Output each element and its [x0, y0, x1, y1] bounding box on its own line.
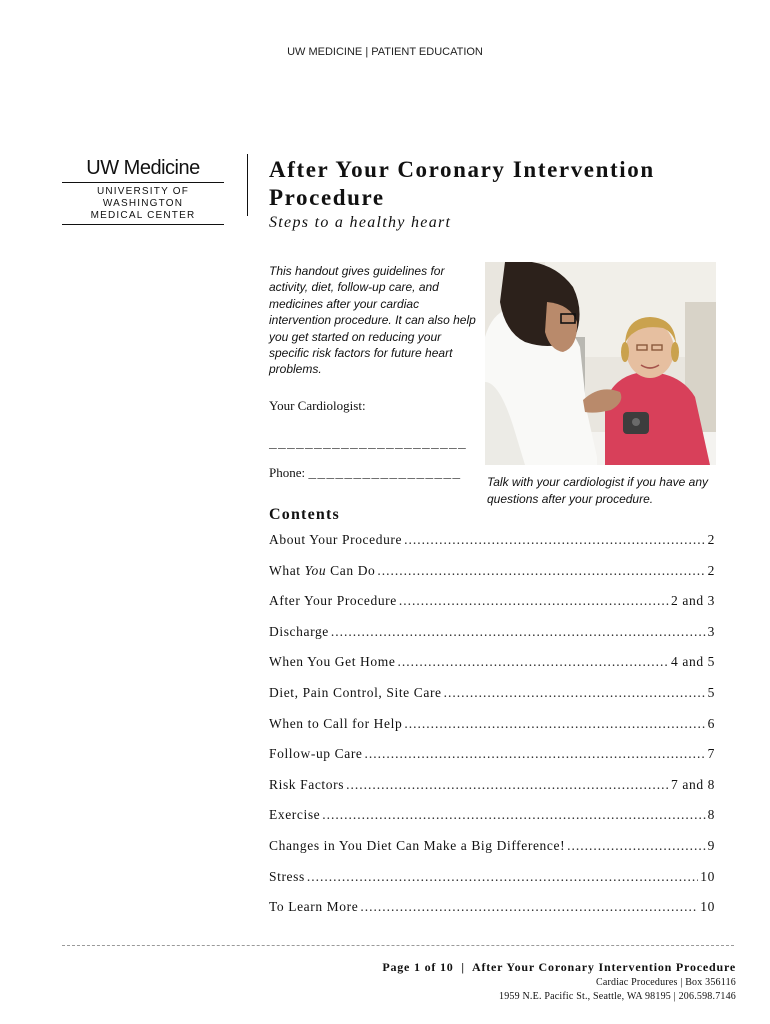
- toc-leader-dots: [567, 838, 705, 854]
- toc-item-label: Exercise: [269, 807, 321, 823]
- toc-leader-dots: [399, 593, 669, 609]
- toc-item: [269, 716, 715, 747]
- logo-line1: UNIVERSITY OF WASHINGTON: [96, 186, 190, 209]
- phone-field: [269, 465, 461, 481]
- toc-item-page: 2: [707, 562, 715, 578]
- toc-item: [269, 746, 715, 777]
- footer-separator: |: [461, 960, 465, 974]
- uw-medicine-logo: [62, 156, 224, 228]
- toc-leader-dots: [404, 716, 705, 732]
- toc-item-label: Stress: [269, 868, 305, 884]
- toc-item-page: 4 and 5: [671, 654, 715, 670]
- toc-item: [269, 838, 715, 869]
- toc-leader-dots: [331, 624, 706, 640]
- toc-item-label: When to Call for Help: [269, 715, 403, 731]
- toc-item: [269, 532, 715, 563]
- toc-item: [269, 869, 715, 900]
- toc-leader-dots: [360, 899, 698, 915]
- toc-leader-dots: [404, 532, 706, 548]
- toc-item-label: Discharge: [269, 623, 329, 639]
- toc-item-page: 2 and 3: [671, 593, 715, 609]
- toc-item-page: 5: [707, 684, 715, 700]
- footer-department-line: [596, 977, 736, 988]
- header-top-line: UW MEDICINE | PATIENT EDUCATION: [287, 46, 483, 58]
- toc-item: [269, 777, 715, 808]
- toc-leader-dots: [365, 746, 706, 762]
- document-title: [269, 156, 739, 212]
- toc-item-page: 2: [707, 532, 715, 547]
- cardiologist-blank: ______________________: [269, 436, 468, 451]
- cardiologist-label: Your Cardiologist:: [269, 398, 366, 413]
- phone-label: Phone:: [269, 465, 306, 480]
- title-divider: [247, 154, 248, 216]
- toc-item-label: What You Can Do: [269, 562, 376, 578]
- toc-item-page: 10: [700, 899, 715, 915]
- footer-page-label: Page 1 of 10: [382, 960, 454, 974]
- footer-separator-3: |: [673, 991, 676, 1002]
- intro-paragraph: This handout gives guidelines for activity, diet, follow-up care, and medicines after your cardiac intervention procedure. It can also help you get started on reducing your specific risk factors for future heart problems.: [269, 264, 476, 377]
- toc-item: [269, 807, 715, 838]
- toc-item: [269, 685, 715, 716]
- toc-item-label: Diet, Pain Control, Site Care: [269, 684, 442, 700]
- toc-item-page: 3: [707, 623, 715, 639]
- contents-heading: Contents: [269, 506, 340, 523]
- toc-item: [269, 624, 715, 655]
- footer-address: 1959 N.E. Pacific St., Seattle, WA 98195: [499, 991, 671, 1002]
- document-subtitle: Steps to a healthy heart: [269, 214, 452, 231]
- footer-page-line: [382, 960, 736, 975]
- footer-doc-title: After Your Coronary Intervention Procedure: [471, 960, 736, 974]
- toc-item-label: To Learn More: [269, 899, 359, 915]
- toc-leader-dots: [444, 685, 706, 701]
- toc-leader-dots: [346, 777, 669, 793]
- toc-leader-dots: [377, 563, 705, 579]
- footer-divider: [62, 945, 734, 946]
- title-line2: Procedure: [269, 185, 385, 210]
- toc-item: [269, 899, 715, 930]
- toc-item-page: 7: [707, 746, 715, 762]
- logo-line2: MEDICAL CENTER: [90, 210, 196, 221]
- toc-leader-dots: [397, 654, 669, 670]
- toc-item-page: 10: [700, 868, 715, 884]
- phone-blank: _________________: [308, 466, 462, 481]
- footer-box: Box 356116: [685, 977, 736, 988]
- toc-item-label: Risk Factors: [269, 776, 345, 792]
- toc-item-label: When You Get Home: [269, 654, 396, 670]
- toc-item-page: 6: [707, 715, 715, 731]
- table-of-contents: [269, 532, 715, 930]
- toc-item-label: Follow-up Care: [269, 746, 363, 762]
- footer-dept: Cardiac Procedures: [595, 977, 678, 988]
- toc-item: [269, 593, 715, 624]
- logo-name: UW Medicine: [86, 157, 200, 179]
- photo-caption: Talk with your cardiologist if you have any questions after your procedure.: [487, 475, 709, 506]
- toc-leader-dots: [307, 869, 698, 885]
- photo-cardiologist-with-patient: [485, 262, 716, 465]
- toc-item-label: Changes in You Diet Can Make a Big Difference!: [269, 837, 566, 853]
- toc-item-label: After Your Procedure: [269, 593, 397, 609]
- toc-item-page: 7 and 8: [671, 776, 715, 792]
- logo-rule-bottom: [62, 224, 224, 225]
- toc-leader-dots: [322, 807, 705, 823]
- toc-item-page: 8: [707, 807, 715, 823]
- footer-phone: 206.598.7146: [678, 991, 736, 1002]
- footer-address-line: [499, 991, 736, 1002]
- logo-rule-top: [62, 182, 224, 183]
- title-line1: After Your Coronary Intervention: [269, 157, 655, 182]
- toc-item: [269, 563, 715, 594]
- footer-separator-2: |: [680, 977, 683, 988]
- toc-item-label: About Your Procedure: [269, 532, 403, 547]
- toc-item: [269, 654, 715, 685]
- toc-item-page: 9: [707, 837, 715, 853]
